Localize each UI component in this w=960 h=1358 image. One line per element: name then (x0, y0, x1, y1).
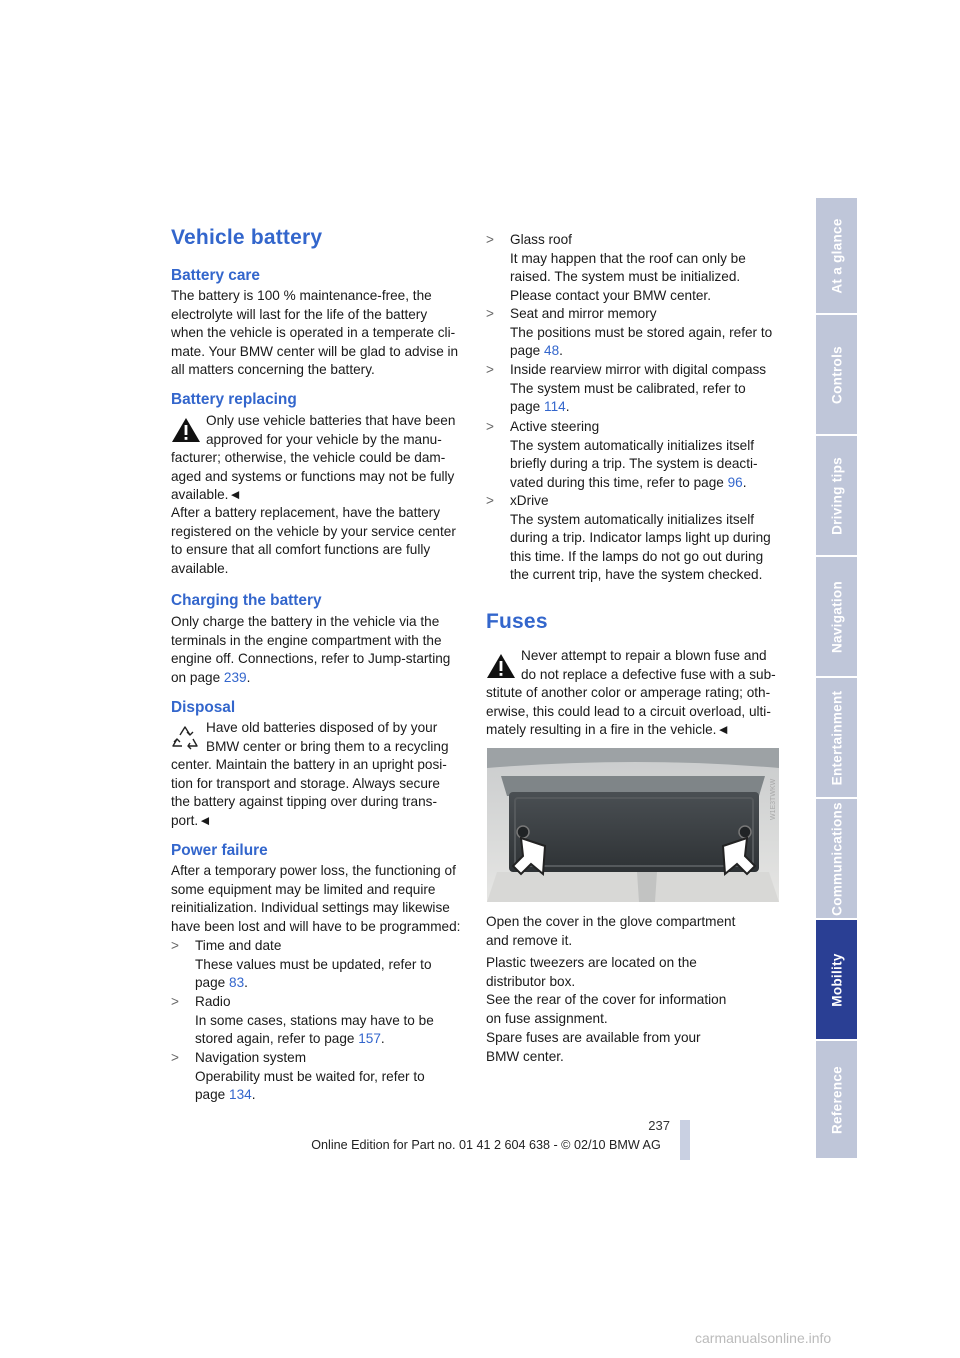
text-line: center. Maintain the battery in an upright posi- (171, 757, 447, 773)
text-line: on fuse assignment. (486, 1010, 608, 1026)
text-line: facturer; otherwise, the vehicle could be dam- (171, 450, 446, 466)
bullet-marker: > (486, 362, 494, 377)
list-item-title: Active steering (510, 419, 600, 434)
text-fragment: page (195, 1087, 230, 1103)
tab-driving-tips[interactable] (816, 436, 857, 557)
battery-replacing-warning (171, 412, 465, 505)
text-fragment: page (195, 975, 230, 991)
list-item-title: Navigation system (195, 1050, 307, 1065)
bullet-marker: > (171, 1050, 179, 1065)
text-line: The positions must be stored again, refer to (510, 324, 773, 340)
tab-mobility[interactable] (816, 920, 857, 1041)
text-line: electrolyte will last for the life of the battery (171, 306, 428, 322)
text-line: stitute of another color or amperage rating; oth- (486, 685, 771, 701)
battery-replacing-text (171, 504, 465, 578)
text-line: tion for transport and storage. Always secure (171, 775, 440, 791)
text-line: The battery is 100 % maintenance-free, the (171, 288, 432, 303)
section-title-fuses: Fuses (486, 610, 548, 633)
tab-at-a-glance[interactable] (816, 198, 857, 315)
list-item-title: Glass roof (510, 232, 572, 247)
text-line: have been lost and will have to be programmed: (171, 918, 461, 934)
footer-text: Online Edition for Part no. 01 41 2 604 638 - © 02/10 BMW AG (311, 1138, 661, 1152)
text-line: reinitialization. Individual settings may likewise (171, 900, 450, 916)
page-link-83[interactable]: 83 (229, 975, 245, 991)
watermark-text: carmanualsonline.info (695, 1330, 832, 1346)
text-line: the battery against tipping over during trans- (171, 794, 437, 810)
text-line: and remove it. (486, 932, 573, 948)
tab-navigation[interactable] (816, 557, 857, 678)
text-line: Please contact your BMW center. (510, 287, 711, 303)
heading-battery-replacing: Battery replacing (171, 391, 297, 408)
text-line: aged and systems or functions may not be fully (171, 468, 455, 484)
watermark (0, 1320, 960, 1358)
tab-label: Entertainment (829, 690, 844, 785)
list-item-title: xDrive (510, 493, 549, 508)
text-line: Never attempt to repair a blown fuse and (521, 648, 767, 663)
page-number: 237 (648, 1118, 670, 1133)
text-line: It may happen that the roof can only be (510, 250, 746, 266)
tab-controls[interactable] (816, 315, 857, 436)
text-fragment: . (251, 1087, 256, 1103)
section-title-vehicle-battery: Vehicle battery (171, 226, 323, 249)
fuses-spare-text (486, 1029, 780, 1066)
list-item-text (510, 418, 758, 492)
text-line: to ensure that all comfort functions are fully (171, 542, 431, 558)
tab-label: Reference (829, 1065, 844, 1134)
list-item-title: Radio (195, 994, 231, 1009)
list-item-text (510, 231, 746, 305)
text-line: The system automatically initializes itself (510, 511, 755, 527)
battery-care-text (171, 287, 465, 380)
text-line: briefly during a trip. The system is deacti- (510, 456, 758, 472)
disposal-text (171, 719, 465, 831)
text-line: approved for your vehicle by the manu- (206, 431, 442, 447)
text-line: After a battery replacement, have the battery (171, 505, 441, 520)
fuses-step-open-cover (486, 913, 780, 950)
text-fragment: stored again, refer to page (195, 1031, 359, 1047)
tab-label: Mobility (829, 952, 844, 1007)
text-line: Have old batteries disposed of by your (206, 720, 438, 735)
text-line: The system automatically initializes itself (510, 437, 755, 453)
list-item-text (510, 305, 772, 361)
page-link-157[interactable]: 157 (358, 1031, 381, 1047)
page-link-114[interactable]: 114 (544, 399, 566, 415)
bullet-marker: > (486, 232, 494, 247)
photo-code: W1E3TWKW (770, 778, 777, 820)
text-fragment: page (510, 343, 545, 359)
page-link-96[interactable]: 96 (727, 474, 743, 490)
bullet-marker: > (486, 306, 494, 321)
text-fragment: page (510, 399, 545, 415)
list-item-title: Time and date (195, 938, 282, 953)
fuses-tweezers-text (486, 954, 780, 1028)
list-item-text (510, 492, 771, 585)
bullet-marker: > (171, 938, 179, 953)
text-line: available.◄ (171, 487, 242, 503)
text-line: port.◄ (171, 812, 212, 828)
page-link-134[interactable]: 134 (229, 1087, 252, 1103)
heading-battery-care: Battery care (171, 267, 260, 284)
text-line: engine off. Connections, refer to Jump-starting (171, 651, 451, 667)
tab-label: At a glance (829, 217, 844, 294)
text-line: distributor box. (486, 973, 576, 989)
charging-text (171, 613, 465, 687)
text-line (510, 474, 758, 493)
text-line: terminals in the engine compartment with the (171, 632, 442, 648)
fuses-warning (486, 647, 780, 740)
text-line: Only use vehicle batteries that have been (206, 413, 456, 428)
text-line: do not replace a defective fuse with a sub- (521, 666, 776, 682)
bullet-marker: > (486, 493, 494, 508)
text-line: These values must be updated, refer to (195, 956, 432, 972)
tab-label: Communications (829, 801, 844, 916)
list-item-title: Seat and mirror memory (510, 306, 657, 321)
text-line: The system must be calibrated, refer to (510, 380, 746, 396)
text-line: Only charge the battery in the vehicle via the (171, 614, 440, 629)
text-line: all matters concerning the battery. (171, 362, 375, 378)
text-fragment: . (559, 343, 563, 359)
heading-charging: Charging the battery (171, 592, 322, 609)
text-fragment: . (244, 975, 248, 991)
list-item-text (195, 993, 434, 1049)
text-fragment: . (380, 1031, 385, 1047)
list-item-text (510, 361, 766, 417)
text-line (195, 1030, 434, 1049)
tab-reference[interactable] (816, 1041, 857, 1160)
text-line (171, 669, 465, 688)
text-line: Operability must be waited for, refer to (195, 1068, 425, 1084)
text-line: Open the cover in the glove compartment (486, 914, 736, 929)
tab-communications[interactable] (816, 799, 857, 920)
text-fragment: . (246, 669, 251, 685)
list-item-text (195, 1049, 425, 1105)
text-line: the current trip, have the system checked. (510, 567, 763, 583)
page-number-bar (680, 1120, 690, 1160)
text-line (510, 342, 772, 361)
text-line: Spare fuses are available from your (486, 1030, 701, 1045)
tab-label: Driving tips (829, 456, 844, 535)
page-link-48[interactable]: 48 (544, 343, 560, 359)
tab-label: Navigation (829, 580, 844, 653)
fuse-box-photo (487, 748, 779, 902)
text-line (195, 1086, 425, 1105)
text-fragment: . (565, 399, 570, 415)
text-line: mate. Your BMW center will be glad to advise in (171, 343, 459, 359)
power-failure-text (171, 862, 465, 936)
text-line: this time. If the lamps do not go out during (510, 548, 764, 564)
text-line: during a trip. Indicator lamps light up during (510, 530, 771, 546)
heading-power-failure: Power failure (171, 842, 268, 859)
text-fragment: on page (171, 669, 224, 685)
text-line: mately resulting in a fire in the vehicle.◄ (486, 722, 730, 738)
bullet-marker: > (486, 419, 494, 434)
text-line: available. (171, 560, 229, 576)
tab-label: Controls (829, 345, 844, 404)
tab-entertainment[interactable] (816, 678, 857, 799)
text-line: raised. The system must be initialized. (510, 269, 741, 285)
text-line: some equipment may be limited and require (171, 881, 436, 897)
text-line: In some cases, stations may have to be (195, 1012, 434, 1028)
text-line (510, 398, 766, 417)
text-line: After a temporary power loss, the functioning of (171, 863, 456, 878)
bullet-marker: > (171, 994, 179, 1009)
text-fragment: vated during this time, refer to page (510, 474, 728, 490)
list-item-title: Inside rearview mirror with digital compass (510, 362, 767, 377)
text-line: erwise, this could lead to a circuit overload, ulti- (486, 703, 771, 719)
text-line: BMW center or bring them to a recycling (206, 738, 449, 754)
text-fragment: . (742, 474, 747, 490)
heading-disposal: Disposal (171, 699, 236, 716)
text-line: when the vehicle is operated in a temperate cli- (171, 325, 456, 341)
list-item-text (195, 937, 432, 993)
page-link-239[interactable]: 239 (223, 669, 247, 685)
text-line: Plastic tweezers are located on the (486, 955, 697, 970)
text-line: See the rear of the cover for information (486, 992, 727, 1008)
text-line: BMW center. (486, 1048, 564, 1064)
text-line: registered on the vehicle by your service center (171, 523, 456, 539)
text-line (195, 974, 432, 993)
